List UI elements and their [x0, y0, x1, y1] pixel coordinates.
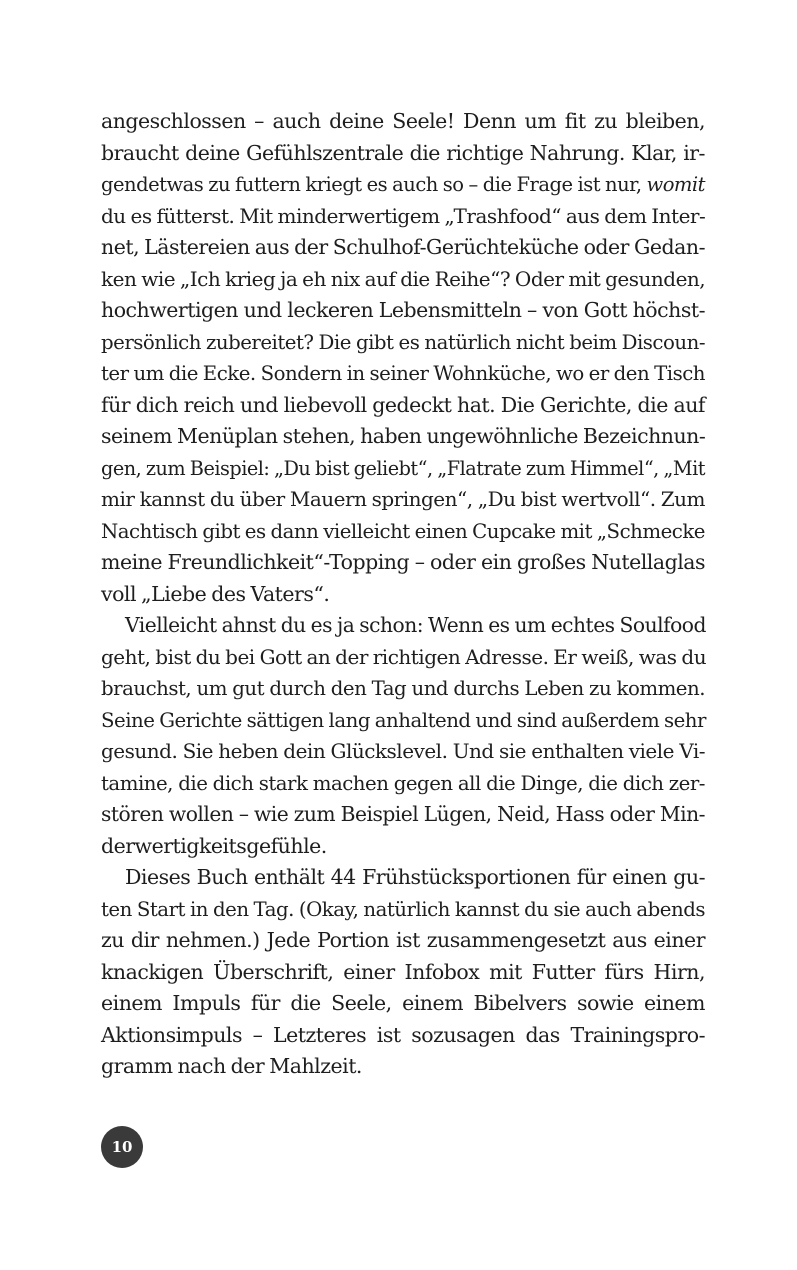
text-line: voll „Liebe des Vaters“.: [101, 581, 330, 606]
text-line: einem Impuls für die Seele, einem Bibelvers sowie einem: [101, 991, 705, 1015]
page-number-badge: [101, 1126, 143, 1168]
text-line: gendetwas zu futtern kriegt es auch so – die Frage ist nur, womit: [101, 173, 705, 196]
text-line: derwertigkeitsgefühle.: [101, 833, 327, 858]
text-line: net, Lästereien aus der Schulhof-Gerüchteküche oder Gedan-: [101, 235, 705, 259]
emphasis: womit: [646, 173, 705, 196]
text-line: Seine Gerichte sättigen lang anhaltend und sind außerdem sehr: [101, 708, 706, 732]
text-line: braucht deine Gefühlszentrale die richtige Nahrung. Klar, ir-: [101, 140, 705, 165]
paragraph: [101, 610, 705, 862]
text-line: mir kannst du über Mauern springen“, „Du bist wertvoll“. Zum: [101, 487, 705, 511]
text-line: Aktionsimpuls – Letzteres ist sozusagen das Trainingspro-: [101, 1022, 705, 1047]
text-line: zu dir nehmen.) Jede Portion ist zusammengesetzt aus einer: [101, 928, 705, 952]
text-line: knackigen Überschrift, einer Infobox mit Futter fürs Hirn,: [101, 959, 705, 984]
book-page-body: [101, 106, 705, 1083]
text-line: du es fütterst. Mit minderwertigem „Trashfood“ aus dem Inter-: [101, 203, 706, 228]
text-line: Vielleicht ahnst du es ja schon: Wenn es um echtes Soulfood: [125, 613, 706, 637]
text-line: persönlich zubereitet? Die gibt es natürlich nicht beim Discoun-: [101, 330, 705, 354]
text-line: hochwertigen und leckeren Lebensmitteln – von Gott höchst-: [101, 298, 705, 322]
page-number: 10: [111, 1138, 133, 1156]
text-line: gesund. Sie heben dein Glückslevel. Und sie enthalten viele Vi-: [101, 739, 705, 763]
text-line: Nachtisch gibt es dann vielleicht einen Cupcake mit „Schmecke: [101, 519, 705, 543]
text-line: ken wie „Ich krieg ja eh nix auf die Reihe“? Oder mit gesunden,: [101, 266, 706, 291]
text-line: geht, bist du bei Gott an der richtigen Adresse. Er weiß, was du: [101, 644, 707, 669]
paragraph: [101, 862, 705, 1083]
text-line: tamine, die dich stark machen gegen all die Dinge, die dich zer-: [101, 771, 705, 795]
text-line: Dieses Buch enthält 44 Frühstücksportionen für einen gu-: [125, 865, 705, 889]
text-line: ter um die Ecke. Sondern in seiner Wohnküche, wo er den Tisch: [101, 362, 705, 385]
text-line: stören wollen – wie zum Beispiel Lügen, Neid, Hass oder Min-: [101, 802, 705, 826]
text-line: für dich reich und liebevoll gedeckt hat. Die Gerichte, die auf: [101, 392, 705, 417]
text-line: gramm nach der Mahlzeit.: [101, 1054, 362, 1078]
text-line: seinem Menüplan stehen, haben ungewöhnliche Bezeichnun-: [101, 424, 706, 448]
text-line: brauchst, um gut durch den Tag und durchs Leben zu kommen.: [101, 677, 705, 700]
text-line: gen, zum Beispiel: „Du bist geliebt“, „Flatrate zum Himmel“, „Mit: [101, 456, 705, 480]
text-line: ten Start in den Tag. (Okay, natürlich kannst du sie auch abends: [101, 897, 705, 921]
paragraph: [101, 106, 705, 610]
text-line: meine Freundlichkeit“-Topping – oder ein großes Nutellaglas: [101, 550, 705, 574]
text-line: angeschlossen – auch deine Seele! Denn um fit zu bleiben,: [101, 109, 705, 133]
